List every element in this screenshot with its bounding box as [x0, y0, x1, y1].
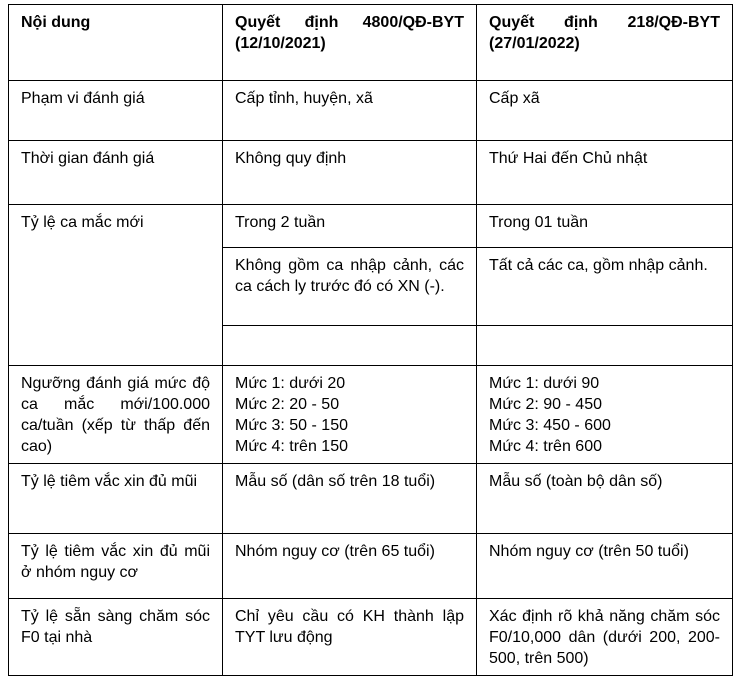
cell-218: Nhóm nguy cơ (trên 50 tuổi): [477, 534, 733, 599]
row-label: Thời gian đánh giá: [9, 141, 223, 205]
table-row: [9, 464, 733, 534]
level-line: Mức 3: 50 - 150: [235, 417, 348, 434]
cell-4800: [223, 366, 477, 464]
row-label: Tỷ lệ tiêm vắc xin đủ mũi ở nhóm nguy cơ: [9, 534, 223, 599]
row-label: Tỷ lệ tiêm vắc xin đủ mũi: [9, 464, 223, 534]
row-label: Tỷ lệ ca mắc mới: [9, 205, 223, 366]
cell-4800: Không quy định: [223, 141, 477, 205]
cell-4800: Trong 2 tuần: [223, 205, 477, 248]
cell-218: Thứ Hai đến Chủ nhật: [477, 141, 733, 205]
cell-218: Trong 01 tuần: [477, 205, 733, 248]
table-row: [9, 366, 733, 464]
table-row: [9, 81, 733, 141]
cell-218-empty: [477, 326, 733, 366]
cell-4800: Cấp tỉnh, huyện, xã: [223, 81, 477, 141]
table-row: [9, 599, 733, 676]
header-content: Nội dung: [9, 5, 223, 81]
cell-218: Mẫu số (toàn bộ dân số): [477, 464, 733, 534]
cell-4800: Chỉ yêu cầu có KH thành lập TYT lưu động: [223, 599, 477, 676]
level-line: Mức 4: trên 600: [489, 438, 602, 455]
comparison-table: [8, 4, 733, 676]
header-row: [9, 5, 733, 81]
level-line: Mức 2: 20 - 50: [235, 396, 340, 413]
level-line: Mức 4: trên 150: [235, 438, 348, 455]
level-line: Mức 1: dưới 90: [489, 375, 600, 392]
cell-218: Xác định rõ khả năng chăm sóc F0/10,000 dân (dưới 200, 200-500, trên 500): [477, 599, 733, 676]
row-label: Tỷ lệ sẵn sàng chăm sóc F0 tại nhà: [9, 599, 223, 676]
level-line: Mức 1: dưới 20: [235, 375, 346, 392]
table-row: [9, 534, 733, 599]
table-row: [9, 205, 733, 248]
cell-218: Cấp xã: [477, 81, 733, 141]
table-row: [9, 141, 733, 205]
level-line: Mức 3: 450 - 600: [489, 417, 611, 434]
cell-4800: Không gồm ca nhập cảnh, các ca cách ly trước đó có XN (-).: [223, 248, 477, 326]
cell-4800: Mẫu số (dân số trên 18 tuổi): [223, 464, 477, 534]
row-label: Phạm vi đánh giá: [9, 81, 223, 141]
header-decision-218: Quyết định 218/QĐ-BYT (27/01/2022): [477, 5, 733, 81]
row-label: Ngưỡng đánh giá mức độ ca mắc mới/100.000 ca/tuần (xếp từ thấp đến cao): [9, 366, 223, 464]
level-line: Mức 2: 90 - 450: [489, 396, 602, 413]
cell-218: Tất cả các ca, gồm nhập cảnh.: [477, 248, 733, 326]
cell-4800-empty: [223, 326, 477, 366]
cell-4800: Nhóm nguy cơ (trên 65 tuổi): [223, 534, 477, 599]
cell-218: [477, 366, 733, 464]
header-decision-4800: Quyết định 4800/QĐ-BYT (12/10/2021): [223, 5, 477, 81]
